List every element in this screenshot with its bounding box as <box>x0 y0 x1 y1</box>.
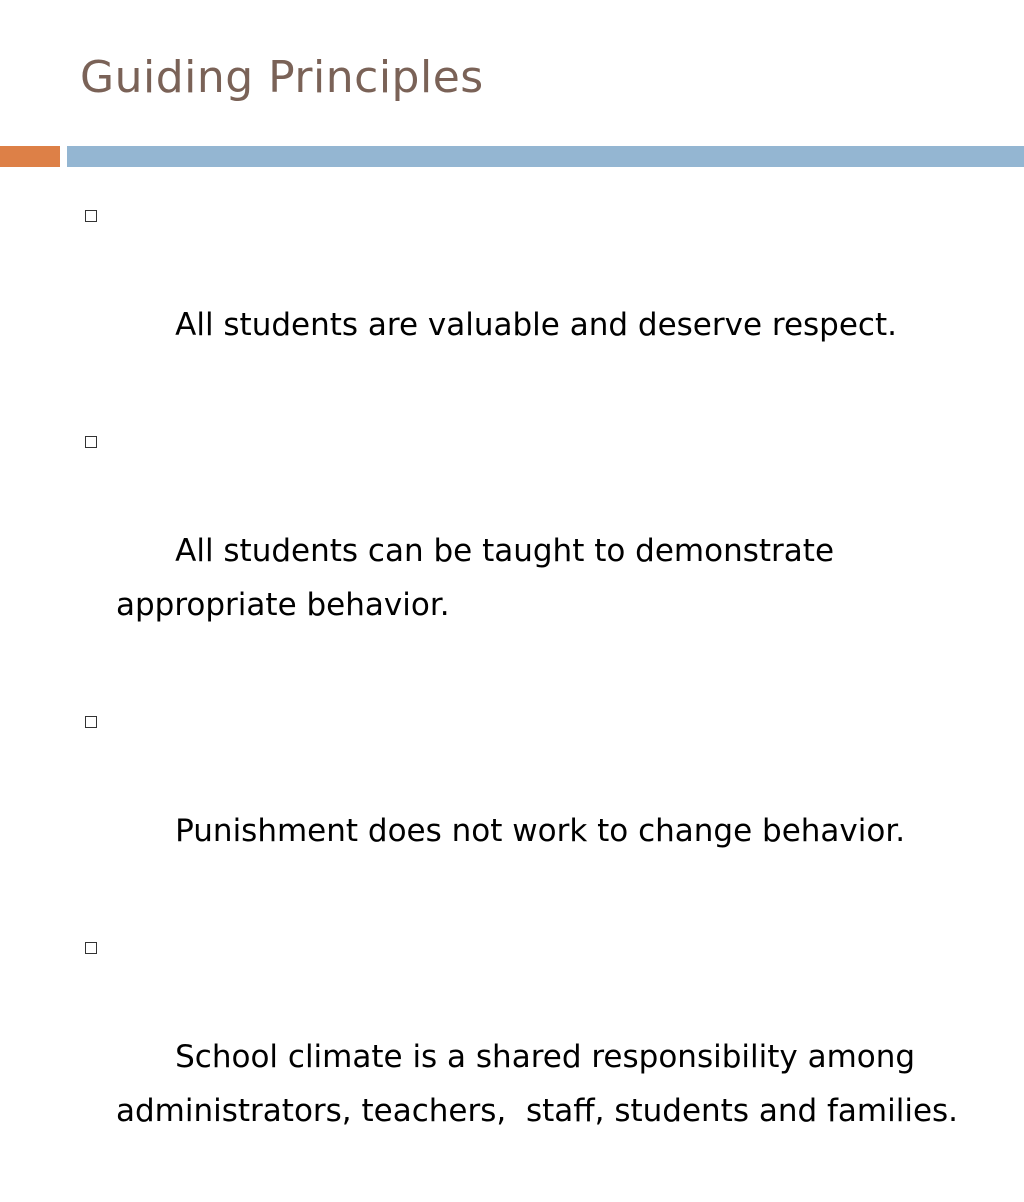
bullet-item <box>82 696 992 912</box>
bullet-list <box>82 190 992 1202</box>
bullet-text: Punishment does not work to change behavior. <box>175 813 906 849</box>
hollow-square-icon <box>85 436 97 448</box>
blue-accent-bar <box>67 146 1024 167</box>
bullet-text: School climate is a shared responsibility among administrators, teachers, staff, students and families. <box>116 1039 959 1129</box>
hollow-square-icon <box>85 210 97 222</box>
slide-title: Guiding Principles <box>80 52 484 103</box>
bullet-text: All students are valuable and deserve respect. <box>175 307 897 343</box>
bullet-item <box>82 416 992 686</box>
bullet-item <box>82 190 992 406</box>
orange-accent-bar <box>0 146 60 167</box>
hollow-square-icon <box>85 942 97 954</box>
bullet-text: All students can be taught to demonstrate appropriate behavior. <box>116 533 844 623</box>
hollow-square-icon <box>85 716 97 728</box>
bullet-item <box>82 922 992 1192</box>
